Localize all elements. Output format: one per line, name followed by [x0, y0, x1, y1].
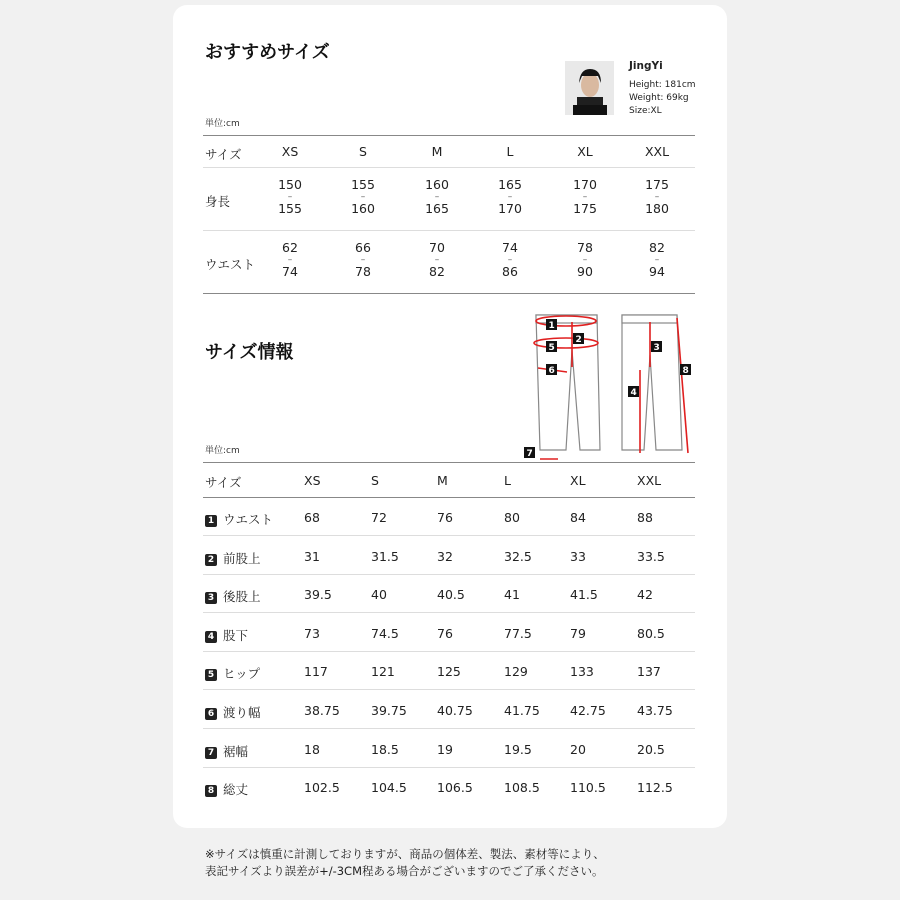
value-cell: 31.5 [371, 548, 399, 564]
measure-number-badge: 7 [205, 747, 217, 759]
range-cell [407, 241, 467, 279]
table-divider [203, 230, 695, 231]
table-divider [203, 293, 695, 294]
range-value: 170 [573, 177, 597, 192]
row-label [205, 549, 261, 567]
range-value: 180 [645, 201, 669, 216]
value-cell: 108.5 [504, 780, 540, 796]
value-cell: 32.5 [504, 548, 532, 564]
row-label [205, 703, 261, 721]
row-divider [203, 612, 695, 613]
range-value: 78 [577, 240, 593, 255]
value-cell: 73 [304, 625, 320, 641]
measure-label: 後股上 [223, 589, 261, 605]
value-cell: 39.75 [371, 703, 407, 718]
range-cell [480, 241, 540, 279]
range-dash: – [434, 255, 440, 265]
value-cell: 20.5 [637, 741, 665, 757]
row-label [205, 587, 261, 605]
value-cell: 20 [570, 741, 586, 757]
header-size: L [506, 144, 514, 159]
range-dash: – [507, 255, 513, 265]
value-cell: 74.5 [371, 625, 399, 641]
range-dash: – [360, 255, 366, 265]
range-value: 94 [649, 264, 665, 279]
value-cell: 104.5 [371, 780, 407, 796]
range-value: 74 [282, 264, 298, 279]
svg-text:6: 6 [548, 366, 555, 376]
range-value: 155 [278, 201, 302, 216]
value-cell: 121 [371, 664, 395, 680]
value-cell: 33.5 [637, 548, 665, 564]
measure-label: 渡り幅 [223, 705, 261, 720]
svg-text:5: 5 [548, 343, 555, 353]
header-size: XS [304, 473, 321, 488]
note-line-2: 表記サイズより誤差が+/-3CM程ある場合がございますのでご了承ください。 [205, 864, 604, 878]
value-cell: 129 [504, 664, 528, 680]
range-value: 90 [577, 264, 593, 279]
header-label: サイズ [205, 147, 242, 162]
value-cell: 112.5 [637, 780, 673, 796]
model-height: Height: 181cm [629, 80, 696, 90]
value-cell: 41.75 [504, 703, 540, 718]
header-size: XS [281, 144, 299, 159]
range-value: 165 [498, 177, 522, 192]
table-divider [203, 462, 695, 463]
model-name: JingYi [629, 60, 663, 72]
value-cell: 18.5 [371, 741, 399, 757]
measure-number-badge: 3 [205, 592, 217, 604]
range-value: 155 [351, 177, 375, 192]
svg-text:1: 1 [548, 321, 555, 331]
value-cell: 137 [637, 664, 661, 680]
svg-text:4: 4 [630, 388, 637, 398]
row-divider [203, 574, 695, 575]
info-unit: 単位:cm [205, 446, 240, 456]
measure-number-badge: 6 [205, 708, 217, 720]
model-photo [565, 61, 614, 115]
value-cell: 41 [504, 587, 520, 603]
range-cell [260, 241, 320, 279]
value-cell: 41.5 [570, 587, 598, 603]
row-label [205, 626, 248, 644]
range-dash: – [287, 192, 293, 202]
header-size: XXL [644, 144, 670, 159]
range-value: 62 [282, 240, 298, 255]
range-value: 74 [502, 240, 518, 255]
value-cell: 125 [437, 664, 461, 680]
value-cell: 72 [371, 510, 387, 525]
range-cell [627, 178, 687, 216]
measure-label: 総丈 [223, 782, 249, 798]
range-dash: – [434, 192, 440, 202]
range-cell [480, 178, 540, 216]
value-cell: 79 [570, 625, 586, 641]
size-disclaimer-note [205, 846, 605, 880]
row-divider [203, 689, 695, 690]
header-size: XL [577, 144, 593, 159]
value-cell: 68 [304, 510, 320, 525]
range-dash: – [654, 192, 660, 202]
value-cell: 19 [437, 741, 453, 757]
value-cell: 88 [637, 510, 653, 525]
range-dash: – [507, 192, 513, 202]
table-divider [203, 167, 695, 168]
range-dash: – [287, 255, 293, 265]
value-cell: 102.5 [304, 780, 340, 796]
header-size: L [504, 473, 511, 488]
range-value: 82 [649, 240, 665, 255]
value-cell: 33 [570, 548, 586, 564]
range-cell [627, 241, 687, 279]
range-value: 165 [425, 201, 449, 216]
model-weight: Weight: 69kg [629, 93, 689, 103]
range-value: 66 [355, 240, 371, 255]
value-cell: 40.75 [437, 703, 473, 718]
svg-text:3: 3 [653, 343, 660, 353]
measure-number-badge: 4 [205, 631, 217, 643]
range-value: 70 [429, 240, 445, 255]
measure-number-badge: 2 [205, 554, 217, 566]
info-title: サイズ情報 [205, 342, 294, 363]
value-cell: 110.5 [570, 780, 606, 796]
row-divider [203, 728, 695, 729]
range-value: 78 [355, 264, 371, 279]
value-cell: 32 [437, 548, 453, 564]
range-value: 86 [502, 264, 518, 279]
value-cell: 42 [637, 587, 653, 603]
row-label [205, 780, 248, 798]
header-size: M [431, 144, 443, 159]
svg-text:8: 8 [682, 366, 689, 376]
row-divider [203, 767, 695, 768]
measure-label: ヒップ [223, 666, 261, 682]
value-cell: 18 [304, 741, 320, 757]
model-size: Size:XL [629, 106, 662, 116]
recommend-unit: 単位:cm [205, 119, 240, 129]
range-value: 160 [425, 177, 449, 192]
value-cell: 19.5 [504, 741, 532, 757]
row-divider [203, 535, 695, 536]
range-dash: – [360, 192, 366, 202]
range-value: 150 [278, 177, 302, 192]
row-label [205, 664, 260, 682]
note-line-1: ※サイズは慎重に計測しておりますが、商品の個体差、製法、素材等により、 [205, 847, 605, 861]
value-cell: 43.75 [637, 703, 673, 718]
range-cell [260, 178, 320, 216]
value-cell: 80.5 [637, 625, 665, 641]
value-cell: 84 [570, 510, 586, 525]
table-divider [203, 135, 695, 136]
pants-measurement-diagram [522, 310, 697, 465]
value-cell: 80 [504, 510, 520, 525]
header-size: S [371, 473, 379, 488]
range-cell [555, 178, 615, 216]
measure-label: ウエスト [223, 512, 274, 527]
value-cell: 40.5 [437, 587, 465, 603]
header-label: サイズ [205, 475, 242, 490]
value-cell: 38.75 [304, 703, 340, 718]
range-value: 160 [351, 201, 375, 216]
recommend-title: おすすめサイズ [205, 42, 330, 63]
model-stats [629, 79, 696, 118]
svg-text:7: 7 [526, 449, 533, 459]
row-divider [203, 651, 695, 652]
measure-label: 前股上 [223, 550, 261, 566]
value-cell: 117 [304, 664, 328, 680]
range-cell [555, 241, 615, 279]
measure-number-badge: 8 [205, 785, 217, 797]
measure-label: 裾幅 [223, 743, 249, 759]
range-cell [407, 178, 467, 216]
value-cell: 39.5 [304, 587, 332, 603]
header-size: S [359, 144, 367, 159]
value-cell: 76 [437, 625, 453, 641]
range-dash: – [654, 255, 660, 265]
measure-label: 股下 [223, 627, 249, 643]
header-size: XL [570, 473, 586, 488]
measure-number-badge: 1 [205, 515, 217, 527]
header-size: M [437, 473, 448, 488]
row-label [205, 510, 273, 528]
range-value: 170 [498, 201, 522, 216]
header-size: XXL [637, 473, 662, 488]
range-value: 82 [429, 264, 445, 279]
range-cell [333, 178, 393, 216]
measure-number-badge: 5 [205, 669, 217, 681]
svg-text:2: 2 [575, 335, 582, 345]
value-cell: 77.5 [504, 625, 532, 641]
value-cell: 42.75 [570, 703, 606, 718]
row-label [205, 742, 248, 760]
value-cell: 76 [437, 510, 453, 525]
range-value: 175 [645, 177, 669, 192]
row-label: ウエスト [205, 257, 256, 272]
range-cell [333, 241, 393, 279]
range-dash: – [582, 192, 588, 202]
value-cell: 133 [570, 664, 594, 680]
table-divider [203, 497, 695, 498]
value-cell: 40 [371, 587, 387, 603]
row-label: 身長 [205, 194, 231, 209]
value-cell: 106.5 [437, 780, 473, 796]
value-cell: 31 [304, 548, 320, 564]
range-value: 175 [573, 201, 597, 216]
range-dash: – [582, 255, 588, 265]
